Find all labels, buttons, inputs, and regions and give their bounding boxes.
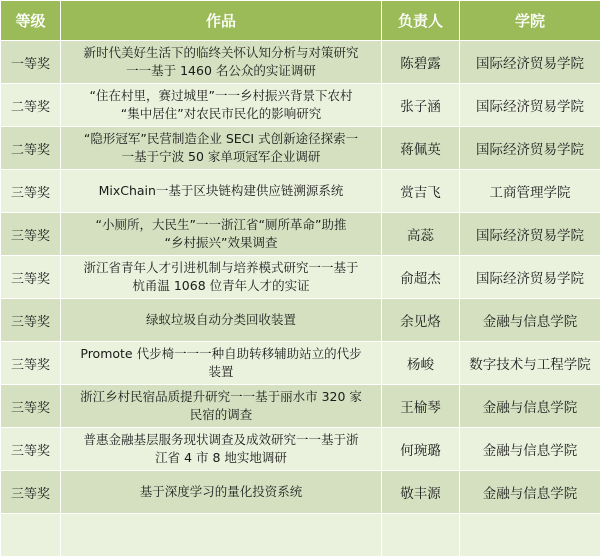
table-body <box>1 41 600 557</box>
table-row <box>1 170 600 213</box>
cell-work <box>61 213 382 256</box>
cell-work <box>61 256 382 299</box>
cell-person: 王榆琴 <box>382 385 460 428</box>
work-line: “乡村振兴”效果调查 <box>64 234 378 252</box>
table-row <box>1 213 600 256</box>
cell-person: 陈碧露 <box>382 41 460 84</box>
cell-person: 敬丰源 <box>382 471 460 514</box>
work-line: 浙江乡村民宿品质提升研究一一基于丽水市 320 家 <box>64 388 378 406</box>
work-line: “住在村里，赛过城里”一一乡村振兴背景下农村 <box>64 87 378 105</box>
cell-work <box>61 170 382 213</box>
cell-grade: 三等奖 <box>1 385 61 428</box>
work-line: MixChain一基于区块链构建供应链溯源系统 <box>64 182 378 200</box>
work-line: 绿蚁垃圾自动分类回收装置 <box>64 311 378 329</box>
cell-grade: 二等奖 <box>1 84 61 127</box>
cell-work <box>61 41 382 84</box>
cell-grade: 三等奖 <box>1 471 61 514</box>
cell-work <box>61 342 382 385</box>
cell-grade: 一等奖 <box>1 41 61 84</box>
cell-person: 何琬璐 <box>382 428 460 471</box>
cell-work <box>61 428 382 471</box>
cell-grade: 三等奖 <box>1 342 61 385</box>
cell-college: 数字技术与工程学院 <box>460 342 600 385</box>
table-row <box>1 471 600 514</box>
table-row <box>1 299 600 342</box>
table-row-partial <box>1 514 600 557</box>
header-work: 作品 <box>61 1 382 41</box>
cell-grade: 三等奖 <box>1 213 61 256</box>
cell-person: 赏吉飞 <box>382 170 460 213</box>
cell-grade: 三等奖 <box>1 428 61 471</box>
cell-work <box>61 127 382 170</box>
cell-empty <box>382 514 460 557</box>
cell-grade: 三等奖 <box>1 256 61 299</box>
cell-work <box>61 385 382 428</box>
cell-person: 蒋佩英 <box>382 127 460 170</box>
cell-person: 张子涵 <box>382 84 460 127</box>
cell-college: 国际经济贸易学院 <box>460 41 600 84</box>
cell-college: 国际经济贸易学院 <box>460 84 600 127</box>
cell-person: 俞超杰 <box>382 256 460 299</box>
cell-college: 国际经济贸易学院 <box>460 127 600 170</box>
work-line: 杭甬温 1068 位青年人才的实证 <box>64 277 378 295</box>
cell-college: 金融与信息学院 <box>460 428 600 471</box>
table-row <box>1 342 600 385</box>
work-line: 民宿的调查 <box>64 406 378 424</box>
cell-college: 国际经济贸易学院 <box>460 256 600 299</box>
table-row <box>1 385 600 428</box>
cell-college: 金融与信息学院 <box>460 299 600 342</box>
work-line: 基于深度学习的量化投资系统 <box>64 483 378 501</box>
work-line: “小厕所，大民生”一一浙江省“厕所革命”助推 <box>64 216 378 234</box>
table-row <box>1 256 600 299</box>
work-line: 一基于宁波 50 家单项冠军企业调研 <box>64 148 378 166</box>
table-row <box>1 41 600 84</box>
cell-person: 杨峻 <box>382 342 460 385</box>
header-grade: 等级 <box>1 1 61 41</box>
work-line: 浙江省青年人才引进机制与培养模式研究一一基于 <box>64 259 378 277</box>
cell-college: 金融与信息学院 <box>460 471 600 514</box>
cell-college: 金融与信息学院 <box>460 385 600 428</box>
cell-grade: 三等奖 <box>1 299 61 342</box>
cell-college: 国际经济贸易学院 <box>460 213 600 256</box>
cell-work <box>61 299 382 342</box>
cell-work <box>61 471 382 514</box>
header-person: 负责人 <box>382 1 460 41</box>
work-line: 新时代美好生活下的临终关怀认知分析与对策研究 <box>64 44 378 62</box>
table-row <box>1 84 600 127</box>
cell-work <box>61 84 382 127</box>
work-line: Promote 代步椅一一一种自助转移辅助站立的代步 <box>64 345 378 363</box>
cell-person: 高蕊 <box>382 213 460 256</box>
work-line: “隐形冠军”民营制造企业 SECI 式创新途径探索一 <box>64 130 378 148</box>
work-line: “集中居住”对农民市民化的影响研究 <box>64 105 378 123</box>
cell-empty <box>460 514 600 557</box>
table-row <box>1 428 600 471</box>
work-line: 普惠金融基层服务现状调查及成效研究一一基于浙 <box>64 431 378 449</box>
cell-person: 余见烙 <box>382 299 460 342</box>
work-line: 装置 <box>64 363 378 381</box>
work-line: 一一基于 1460 名公众的实证调研 <box>64 62 378 80</box>
cell-college: 工商管理学院 <box>460 170 600 213</box>
cell-empty <box>61 514 382 557</box>
cell-empty <box>1 514 61 557</box>
work-line: 江省 4 市 8 地实地调研 <box>64 449 378 467</box>
header-college: 学院 <box>460 1 600 41</box>
table-row <box>1 127 600 170</box>
header-row <box>1 1 600 41</box>
cell-grade: 二等奖 <box>1 127 61 170</box>
cell-grade: 三等奖 <box>1 170 61 213</box>
